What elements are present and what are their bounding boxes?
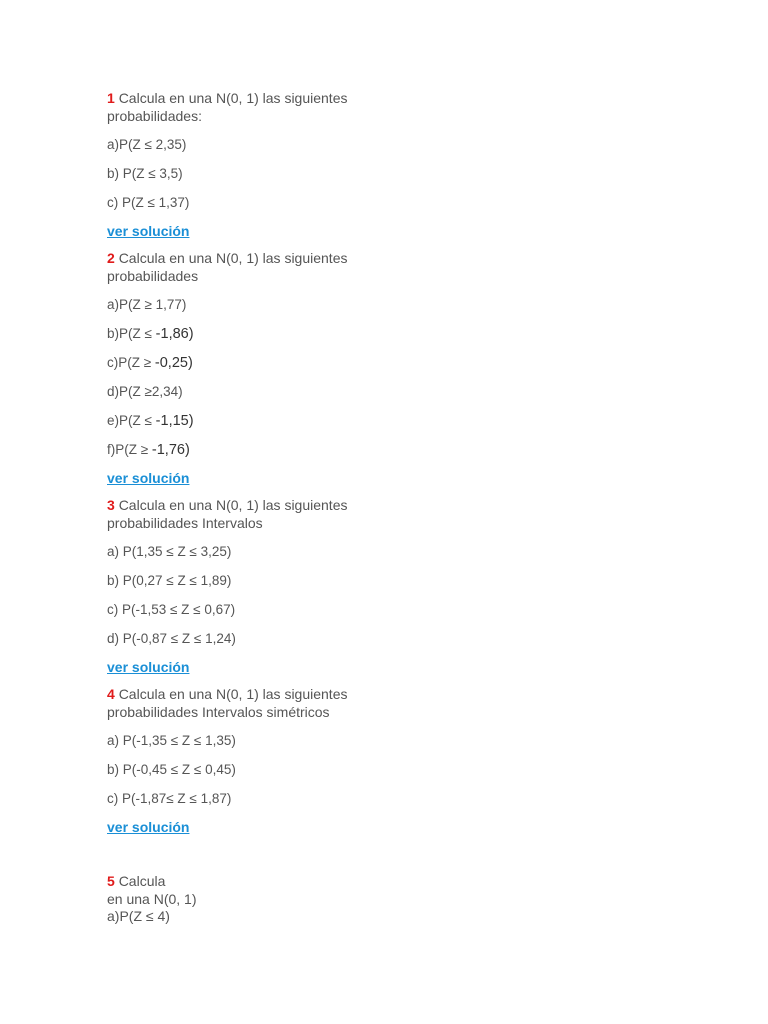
problem-item: a)P(Z ≥ 1,77) [107,297,187,312]
problem-1 [107,90,367,240]
problem-item: c) P(-1,53 ≤ Z ≤ 0,67) [107,602,236,617]
problem-2 [107,250,367,487]
problem-number: 1 [107,90,115,106]
ver-solucion-link[interactable]: ver solución [107,819,190,835]
problem-4 [107,686,367,836]
problem-text-line: en una N(0, 1) [107,890,197,907]
problem-prompt [107,686,367,721]
problem-number: 5 [107,873,115,889]
problem-item: a) P(1,35 ≤ Z ≤ 3,25) [107,544,232,559]
problem-prompt [107,497,367,532]
problem-item: b) P(-0,45 ≤ Z ≤ 0,45) [107,762,236,777]
problem-text: Calcula en una N(0, 1) las siguientes probabilidades [107,250,348,284]
problem-item: b) P(0,27 ≤ Z ≤ 1,89) [107,573,232,588]
problem-text: Calcula en una N(0, 1) las siguientes probabilidades Intervalos simétricos [107,686,348,720]
problem-text: Calcula en una N(0, 1) las siguientes probabilidades: [107,90,348,124]
problem-5 [107,873,367,926]
problem-item: d)P(Z ≥2,34) [107,384,183,399]
problem-item: c)P(Z ≥ -0,25) [107,355,193,371]
ver-solucion-link[interactable]: ver solución [107,223,190,239]
problem-number: 4 [107,686,115,702]
problem-item: d) P(-0,87 ≤ Z ≤ 1,24) [107,631,236,646]
problem-item: a)P(Z ≤ 2,35) [107,137,187,152]
problem-item: c) P(Z ≤ 1,37) [107,195,190,210]
problem-item: e)P(Z ≤ -1,15) [107,413,194,429]
problem-item: a) P(-1,35 ≤ Z ≤ 1,35) [107,733,236,748]
ver-solucion-link[interactable]: ver solución [107,659,190,675]
problem-item: f)P(Z ≥ -1,76) [107,442,190,458]
problem-item: b) P(Z ≤ 3,5) [107,166,183,181]
problem-number: 2 [107,250,115,266]
problem-3 [107,497,367,676]
problem-item: b)P(Z ≤ -1,86) [107,326,194,342]
problem-prompt [107,250,367,285]
problem-text: Calcula [118,873,166,889]
problem-prompt [107,873,367,891]
problem-item: a)P(Z ≤ 4) [107,908,170,924]
problem-item: c) P(-1,87≤ Z ≤ 1,87) [107,791,232,806]
ver-solucion-link[interactable]: ver solución [107,470,190,486]
problem-prompt [107,90,367,125]
problem-text: Calcula en una N(0, 1) las siguientes probabilidades Intervalos [107,497,348,531]
problem-number: 3 [107,497,115,513]
document-body [107,90,367,926]
